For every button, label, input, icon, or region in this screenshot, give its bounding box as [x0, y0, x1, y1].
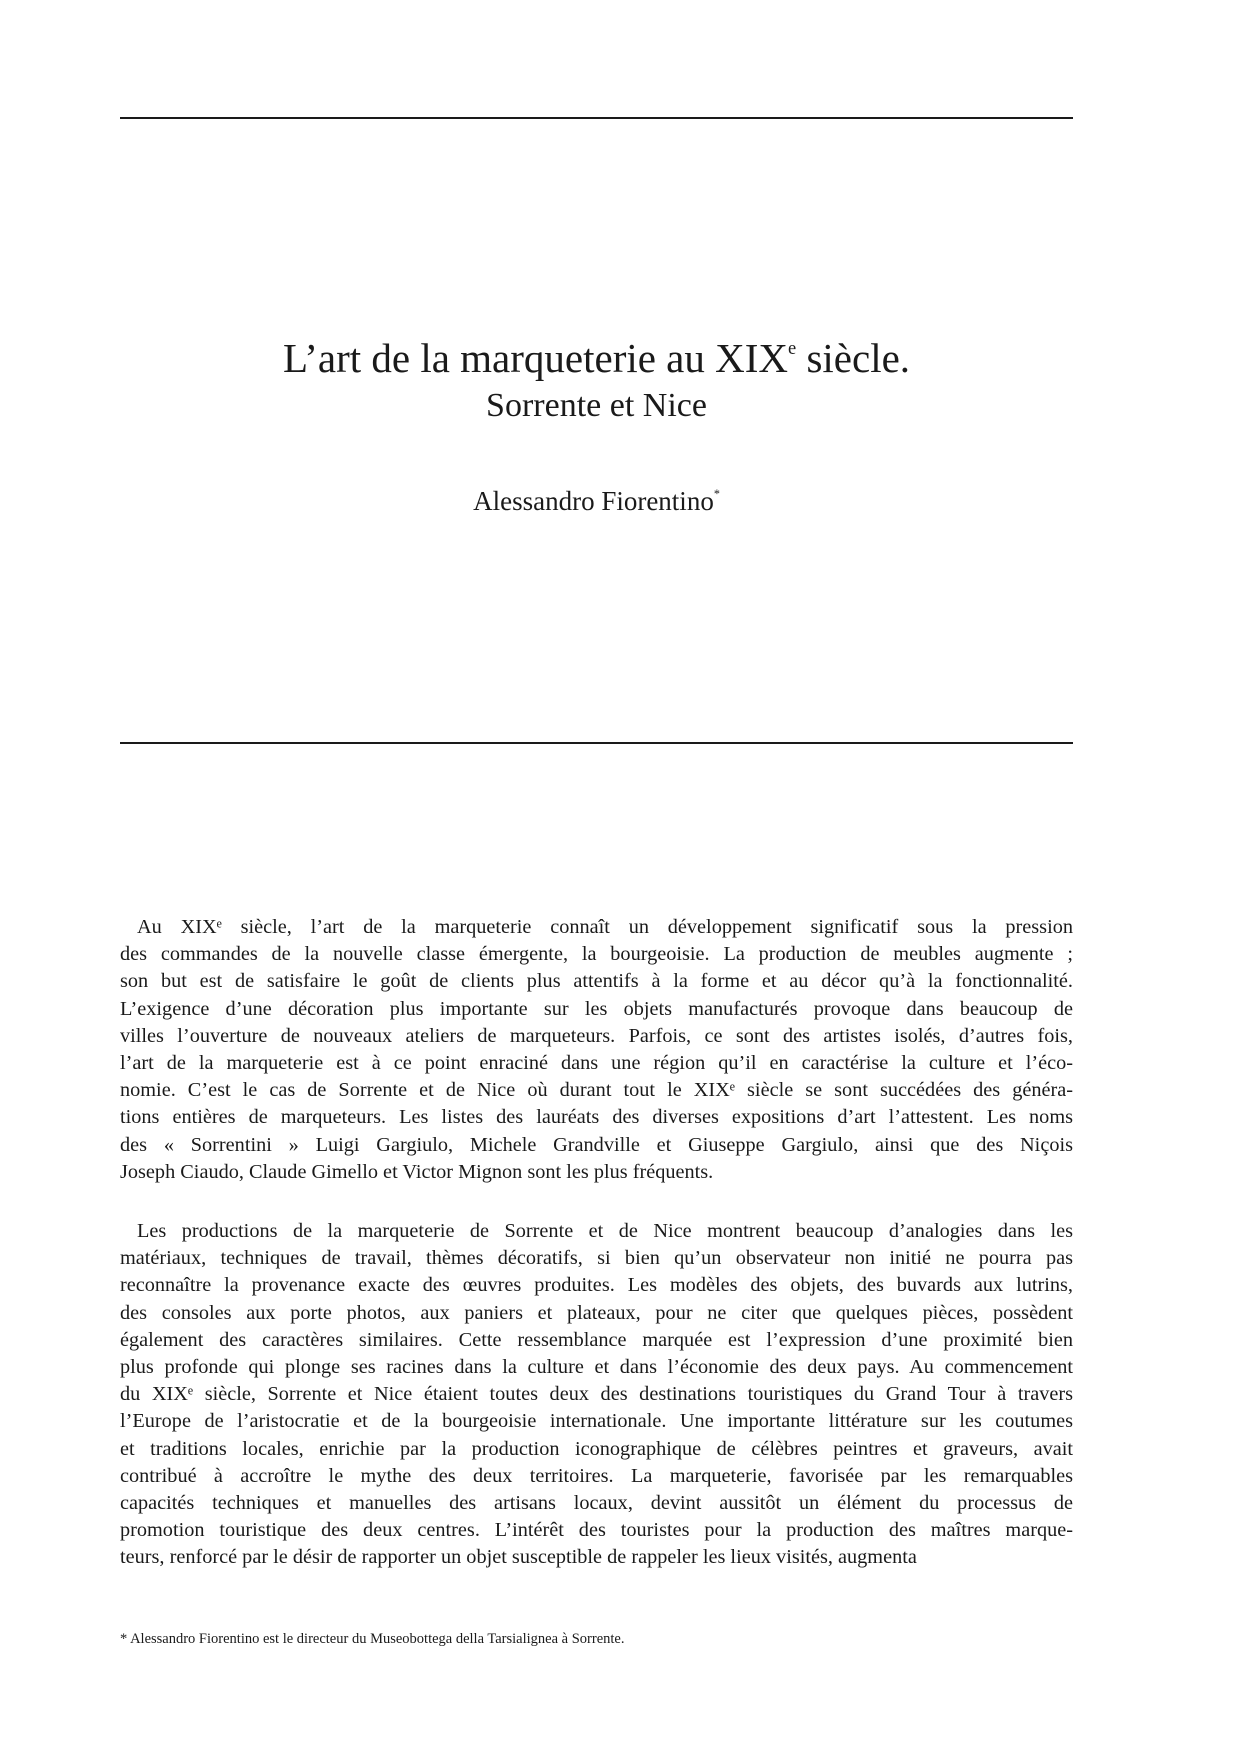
text-line: des « Sorrentini » Luigi Gargiulo, Michele Grandville et Giuseppe Gargiulo, ainsi que des Niçois — [120, 1133, 1073, 1156]
text-line: reconnaître la provenance exacte des œuvres produites. Les modèles des objets, des buvards aux lutrins, — [120, 1274, 1073, 1297]
text-line: l’Europe de l’aristocratie et de la bourgeoisie internationale. Une importante littérature sur les coutumes — [120, 1410, 1073, 1433]
author-text: Alessandro Fiorentino — [473, 486, 714, 516]
text-line: villes l’ouverture de nouveaux ateliers de marqueteurs. Parfois, ce sont des artistes isolés, d’autres fois, — [120, 1024, 1073, 1047]
footnote-marker: * — [713, 487, 720, 502]
text-line: teurs, renforcé par le désir de rapporter un objet susceptible de rappeler les lieux visités, augmenta — [120, 1546, 917, 1569]
text-line: Joseph Ciaudo, Claude Gimello et Victor Mignon sont les plus fréquents. — [120, 1160, 714, 1183]
text-line: L’exigence d’une décoration plus importante sur les objets manufacturés provoque dans beaucoup de — [120, 997, 1073, 1020]
title-end: siècle. — [796, 335, 911, 381]
text-line: matériaux, techniques de travail, thèmes décoratifs, si bien qu’un observateur non initié ne pourra pas — [120, 1247, 1073, 1270]
text-line: plus profonde qui plonge ses racines dans la culture et dans l’économie des deux pays. Au commencement — [120, 1356, 1073, 1379]
title-superscript: e — [788, 338, 797, 359]
text-line: tions entières de marqueteurs. Les listes des lauréats des diverses expositions d’art l’attestent. Les noms — [120, 1106, 1073, 1129]
text-line: l’art de la marqueterie est à ce point enraciné dans une région qu’il en caractérise la culture et l’éco- — [120, 1052, 1073, 1075]
title-main: L’art de la marqueterie au XIX — [282, 335, 789, 381]
top-rule — [120, 117, 1073, 119]
text-line: son but est de satisfaire le goût de clients plus attentifs à la forme et au décor qu’à la fonctionnalité. — [120, 970, 1073, 993]
bottom-rule — [120, 742, 1073, 744]
text-line: capacités techniques et manuelles des artisans locaux, devint aussitôt un élément du processus de — [120, 1492, 1073, 1515]
text-line: des commandes de la nouvelle classe émergente, la bourgeoisie. La production de meubles augmente ; — [120, 943, 1073, 966]
text-line: Au XIXᵉ siècle, l’art de la marqueterie connaît un développement significatif sous la pression — [137, 916, 1073, 938]
text-line: et traditions locales, enrichie par la production iconographique de célèbres peintres et graveurs, avait — [120, 1437, 1073, 1460]
text-line: promotion touristique des deux centres. L’intérêt des touristes pour la production des maîtres marque- — [120, 1519, 1073, 1542]
footnote: * Alessandro Fiorentino est le directeur du Museobottega della Tarsialignea à Sorrente. — [120, 1631, 625, 1647]
author-name — [120, 484, 1073, 523]
body-paragraph-2 — [120, 1218, 1073, 1572]
text-line: Les productions de la marqueterie de Sorrente et de Nice montrent beaucoup d’analogies dans les — [137, 1220, 1073, 1242]
text-line: également des caractères similaires. Cette ressemblance marquée est l’expression d’une proximité bien — [120, 1328, 1073, 1351]
text-line: nomie. C’est le cas de Sorrente et de Nice où durant tout le XIXᵉ siècle se sont succédées des généra- — [120, 1079, 1073, 1102]
body-paragraph-1 — [120, 914, 1073, 1186]
text-line: contribué à accroître le mythe des deux territoires. La marqueterie, favorisée par les remarquables — [120, 1464, 1073, 1487]
text-line: du XIXᵉ siècle, Sorrente et Nice étaient toutes deux des destinations touristiques du Grand Tour à travers — [120, 1383, 1073, 1406]
text-line: des consoles aux porte photos, aux paniers et plateaux, pour ne citer que quelques pièces, possèdent — [120, 1301, 1073, 1324]
article-subtitle: Sorrente et Nice — [486, 387, 707, 424]
article-title — [120, 333, 1073, 391]
